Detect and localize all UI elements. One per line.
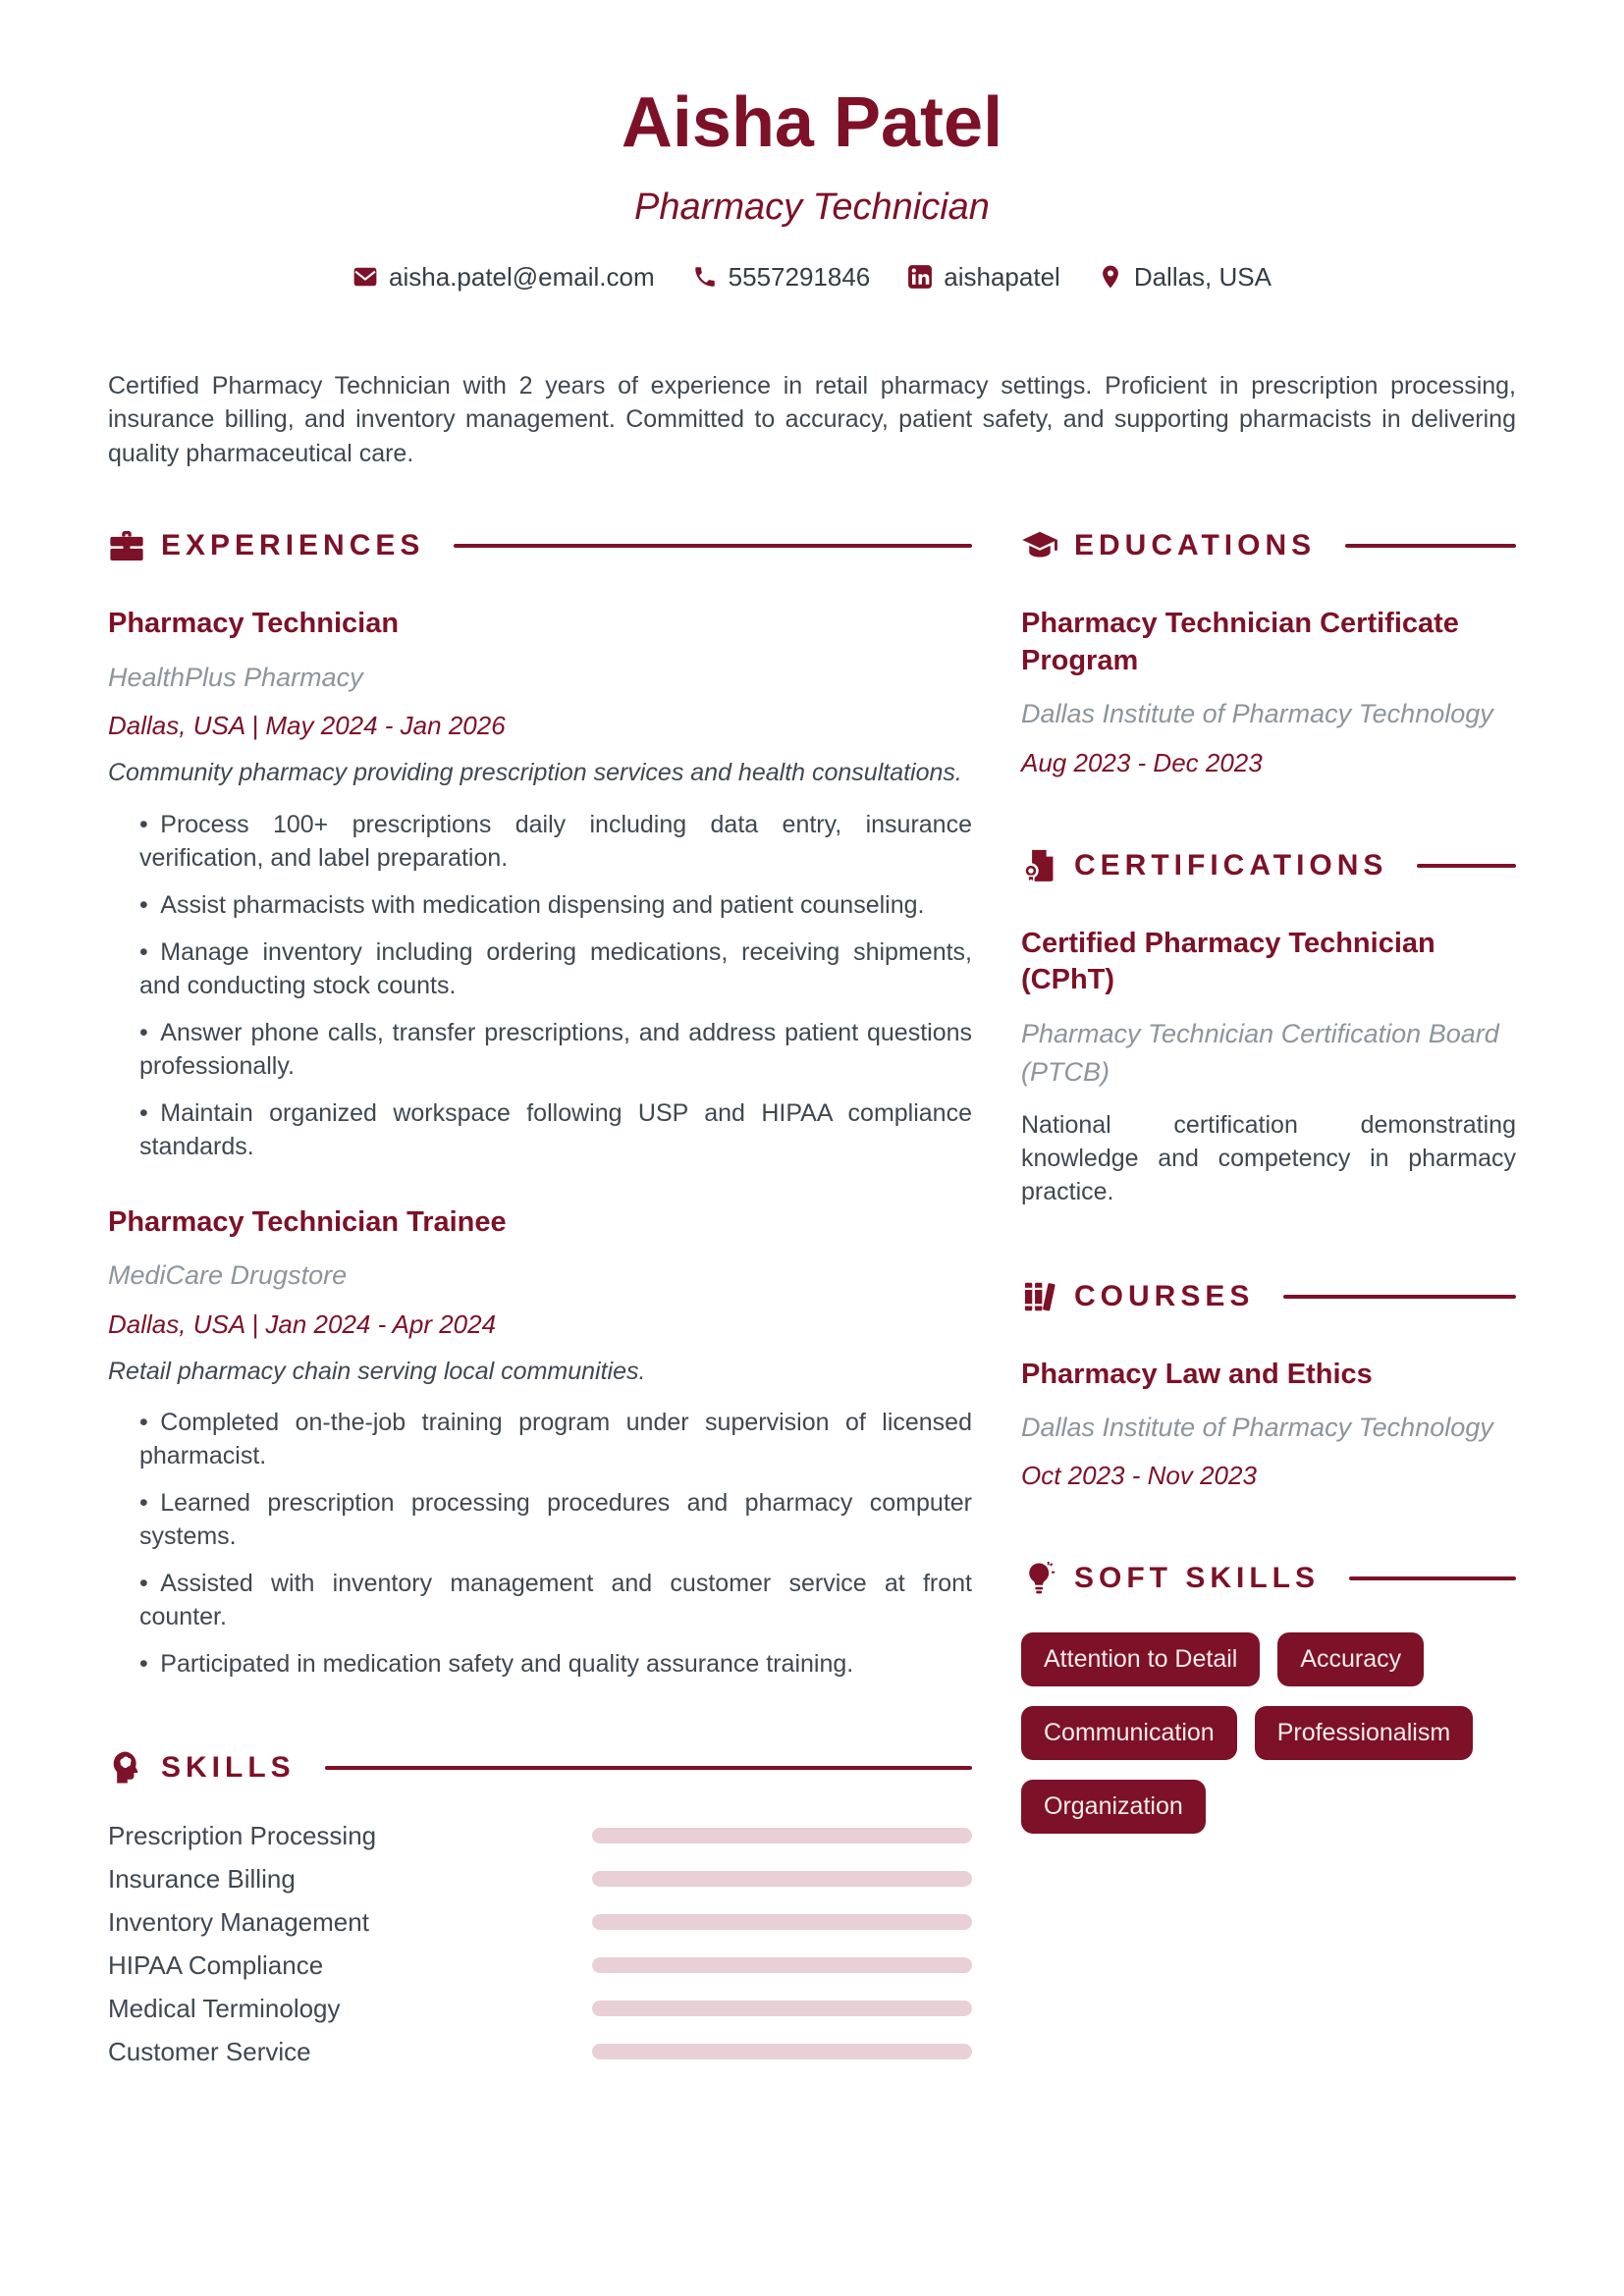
- course-entry: [1021, 1357, 1516, 1492]
- company-name: HealthPlus Pharmacy: [108, 662, 363, 692]
- contact-location: [1098, 262, 1272, 293]
- soft-skills-heading: [1021, 1560, 1516, 1597]
- degree-title: Pharmacy Technician Certificate Program: [1021, 608, 1459, 676]
- skill-name: Insurance Billing: [108, 1863, 296, 1894]
- envelope-icon: [352, 264, 378, 290]
- job-bullet: • Answer phone calls, transfer prescriptions, and address patient questions professionally.: [139, 1016, 972, 1083]
- skill-bar: [592, 1871, 972, 1887]
- job-bullet: • Maintain organized workspace following USP and HIPAA compliance standards.: [139, 1096, 972, 1163]
- skill-bar: [592, 1914, 972, 1930]
- soft-skill-pill: Organization: [1021, 1780, 1206, 1834]
- skill-row: [108, 1944, 972, 1987]
- job-bullet: • Participated in medication safety and quality assurance training.: [139, 1647, 972, 1681]
- skill-row: [108, 2030, 972, 2073]
- contact-location-text: Dallas, USA: [1133, 261, 1272, 292]
- skill-name: Customer Service: [108, 2036, 311, 2066]
- company-description: Community pharmacy providing prescription services and health consultations.: [108, 758, 962, 786]
- education-dates: Aug 2023 - Dec 2023: [1021, 747, 1263, 777]
- certification-issuer: Pharmacy Technician Certification Board (PTCB): [1021, 1018, 1499, 1088]
- lightbulb-icon: [1021, 1560, 1058, 1597]
- educations-section: [1021, 527, 1516, 778]
- experience-entry: [108, 1204, 972, 1682]
- school-name: Dallas Institute of Pharmacy Technology: [1021, 699, 1493, 729]
- skills-section: [108, 1749, 972, 2073]
- contact-email: [352, 262, 655, 293]
- company-name: MediCare Drugstore: [108, 1260, 348, 1291]
- skill-row: [108, 1900, 972, 1944]
- heading-rule: [1349, 1576, 1516, 1580]
- linkedin-icon: [907, 264, 933, 290]
- soft-skills-title: SOFT SKILLS: [1074, 1562, 1320, 1595]
- profile-summary: Certified Pharmacy Technician with 2 years of experience in retail pharmacy settings. Proficient in prescription processing, insurance billing, and inventory management. Committed to accuracy, patient safety, and supporting pharmacists in delivering quality pharmaceutical care.: [108, 371, 1516, 467]
- certifications-title: CERTIFICATIONS: [1074, 848, 1388, 881]
- experience-entry: [108, 606, 972, 1163]
- contact-email-text: aisha.patel@email.com: [389, 261, 655, 292]
- skills-heading: [108, 1749, 972, 1787]
- soft-skill-pill: Professionalism: [1255, 1706, 1473, 1760]
- certificate-icon: [1021, 847, 1058, 884]
- experiences-heading: [108, 527, 972, 564]
- educations-title: EDUCATIONS: [1074, 529, 1317, 562]
- skill-bar: [592, 2044, 972, 2059]
- skill-row: [108, 1814, 972, 1857]
- job-bullet: • Assisted with inventory management and customer service at front counter.: [139, 1567, 972, 1633]
- books-icon: [1021, 1278, 1058, 1315]
- left-column: [108, 527, 972, 2073]
- certification-entry: [1021, 926, 1516, 1209]
- skills-title: SKILLS: [161, 1751, 296, 1785]
- two-column-body: [108, 527, 1516, 2073]
- education-entry: [1021, 606, 1516, 778]
- contact-row: [108, 262, 1516, 293]
- course-dates: Oct 2023 - Nov 2023: [1021, 1461, 1257, 1491]
- resume-header: [108, 83, 1516, 293]
- contact-linkedin-text: aishapatel: [944, 261, 1060, 292]
- certification-description: National certification demonstrating knowledge and competency in pharmacy practice.: [1021, 1111, 1516, 1205]
- heading-rule: [1283, 1295, 1516, 1299]
- skill-name: Medical Terminology: [108, 1993, 341, 2023]
- person-name: Aisha Patel: [621, 83, 1003, 162]
- skill-bar: [592, 1828, 972, 1843]
- heading-rule: [454, 544, 972, 548]
- experiences-title: EXPERIENCES: [161, 529, 425, 562]
- soft-skill-pills: [1021, 1632, 1516, 1834]
- skill-name: Inventory Management: [108, 1906, 369, 1937]
- job-bullets: [108, 808, 972, 1163]
- skill-bar: [592, 2001, 972, 2016]
- job-bullet: • Assist pharmacists with medication dispensing and patient counseling.: [139, 888, 972, 922]
- certification-title: Certified Pharmacy Technician (CPhT): [1021, 927, 1435, 996]
- skill-name: HIPAA Compliance: [108, 1949, 324, 1980]
- location-dates: Dallas, USA | May 2024 - Jan 2026: [108, 710, 506, 740]
- job-bullet: • Completed on-the-job training program under supervision of licensed pharmacist.: [139, 1406, 972, 1472]
- soft-skill-pill: Accuracy: [1277, 1632, 1424, 1686]
- soft-skills-section: [1021, 1560, 1516, 1834]
- certifications-heading: [1021, 847, 1516, 884]
- courses-heading: [1021, 1278, 1516, 1315]
- person-job-title: Pharmacy Technician: [634, 186, 990, 228]
- location-pin-icon: [1098, 264, 1123, 290]
- experiences-section: [108, 527, 972, 1681]
- skill-row: [108, 1857, 972, 1900]
- courses-section: [1021, 1278, 1516, 1492]
- skill-bar: [592, 1957, 972, 1973]
- skills-list: [108, 1814, 972, 2073]
- job-bullet: • Learned prescription processing procedures and pharmacy computer systems.: [139, 1486, 972, 1553]
- job-bullet: • Process 100+ prescriptions daily including data entry, insurance verification, and label preparation.: [139, 808, 972, 875]
- contact-phone: [692, 262, 871, 293]
- heading-rule: [1345, 544, 1516, 548]
- job-title: Pharmacy Technician: [108, 608, 400, 640]
- company-description: Retail pharmacy chain serving local communities.: [108, 1357, 646, 1385]
- contact-phone-text: 5557291846: [728, 261, 871, 292]
- skill-row: [108, 1987, 972, 2030]
- job-bullet: • Manage inventory including ordering medications, receiving shipments, and conducting stock counts.: [139, 935, 972, 1002]
- soft-skill-pill: Communication: [1021, 1706, 1237, 1760]
- course-school: Dallas Institute of Pharmacy Technology: [1021, 1413, 1493, 1443]
- skill-name: Prescription Processing: [108, 1820, 377, 1850]
- contact-linkedin: [907, 262, 1060, 293]
- head-brain-icon: [108, 1749, 145, 1787]
- course-title: Pharmacy Law and Ethics: [1021, 1358, 1373, 1390]
- educations-heading: [1021, 527, 1516, 564]
- heading-rule: [325, 1766, 972, 1770]
- briefcase-icon: [108, 527, 145, 564]
- graduation-cap-icon: [1021, 527, 1058, 564]
- job-bullets: [108, 1406, 972, 1681]
- phone-icon: [692, 264, 718, 290]
- heading-rule: [1417, 864, 1516, 868]
- right-column: [1021, 527, 1516, 1834]
- certifications-section: [1021, 847, 1516, 1209]
- job-title: Pharmacy Technician Trainee: [108, 1205, 507, 1238]
- location-dates: Dallas, USA | Jan 2024 - Apr 2024: [108, 1308, 497, 1339]
- soft-skill-pill: Attention to Detail: [1021, 1632, 1260, 1686]
- courses-title: COURSES: [1074, 1279, 1255, 1312]
